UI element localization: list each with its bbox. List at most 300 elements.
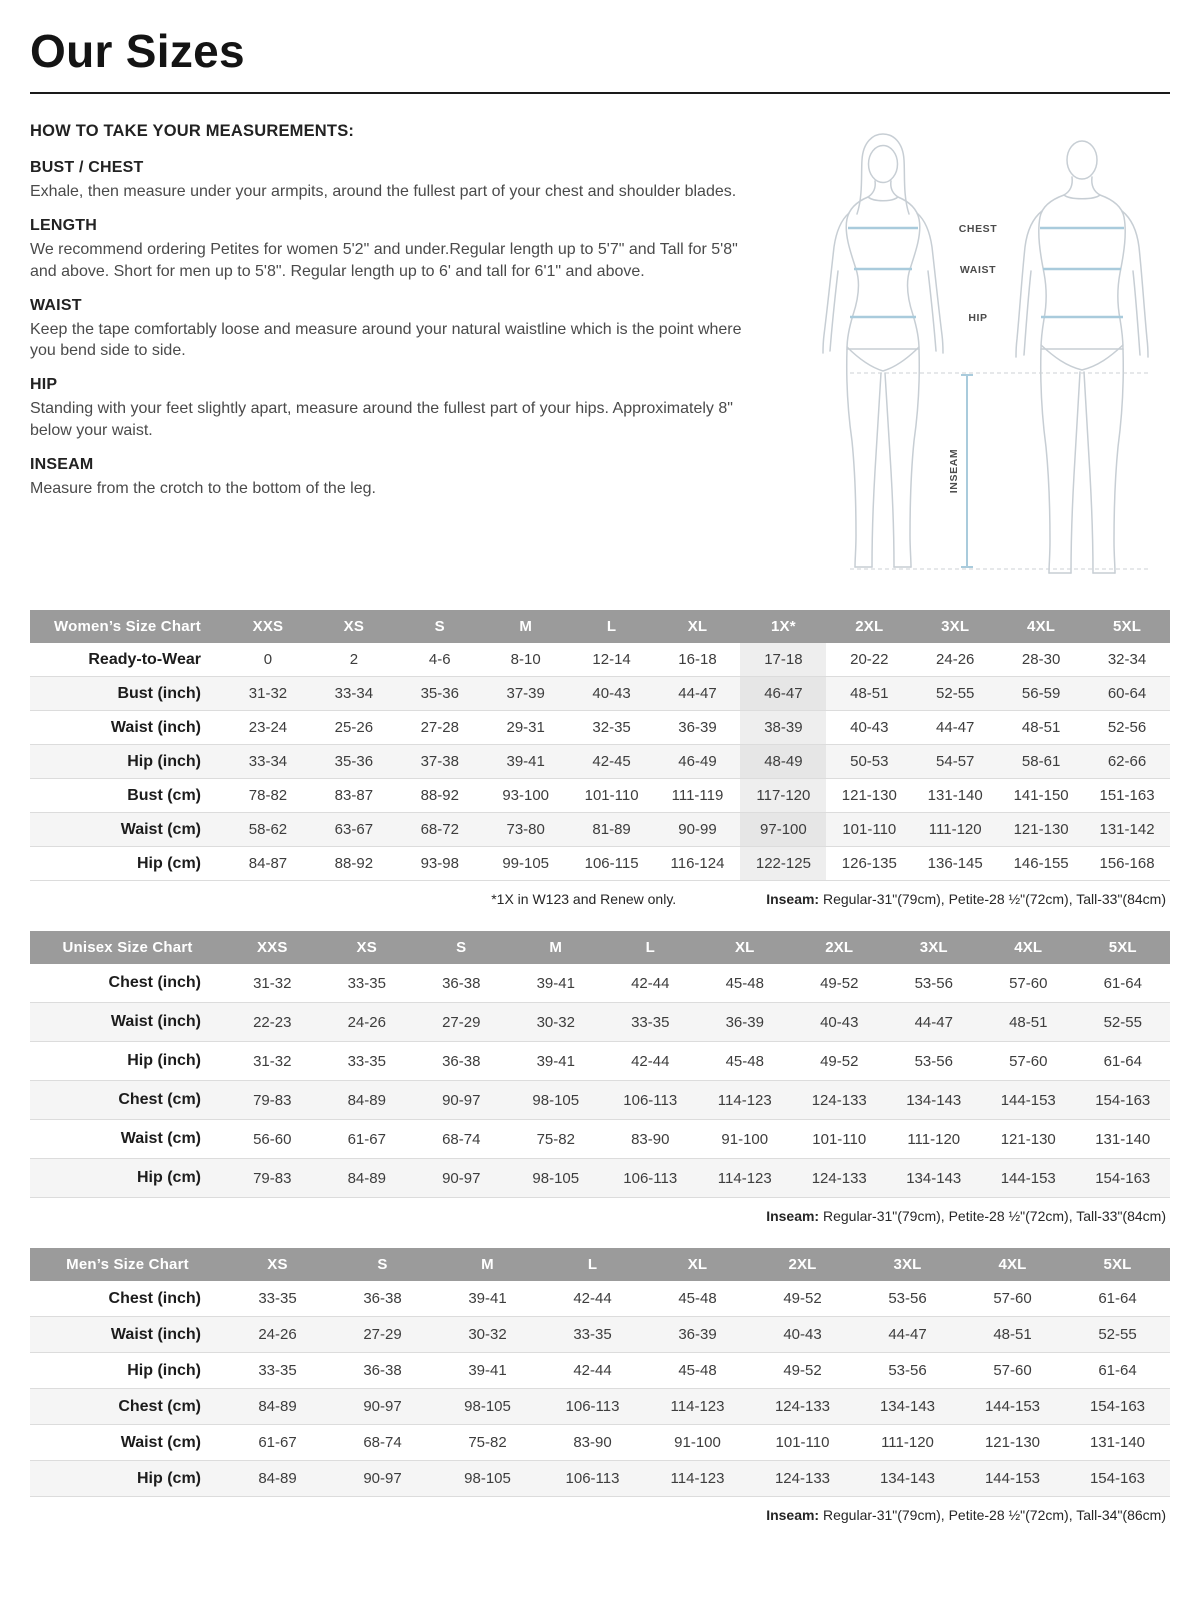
row-label: Chest (cm) bbox=[118, 1091, 201, 1108]
column-header-1x: 1X* bbox=[740, 610, 826, 643]
size-cell: 31-32 bbox=[248, 685, 288, 702]
size-cell: 134-143 bbox=[906, 1091, 962, 1109]
size-cell: 91-100 bbox=[721, 1130, 769, 1148]
size-cell: 23-24 bbox=[248, 719, 288, 736]
size-cell: 24-26 bbox=[936, 651, 975, 668]
size-cell: 151-163 bbox=[1099, 787, 1155, 804]
size-cell: 35-36 bbox=[334, 753, 374, 770]
table-row bbox=[30, 1159, 1170, 1198]
size-cell: 54-57 bbox=[936, 753, 975, 770]
size-cell: 48-49 bbox=[740, 745, 826, 779]
size-cell: 144-153 bbox=[1000, 1091, 1056, 1109]
size-cell: 58-62 bbox=[248, 821, 288, 838]
size-cell: 68-72 bbox=[420, 821, 459, 838]
inseam-note-text: Regular-31"(79cm), Petite-28 ½"(72cm), Tall-34"(86cm) bbox=[819, 1507, 1166, 1523]
column-header-5xl: 5XL bbox=[1076, 931, 1171, 964]
size-cell: 61-64 bbox=[1103, 1052, 1142, 1070]
size-cell: 154-163 bbox=[1089, 1470, 1146, 1487]
size-cell: 28-30 bbox=[1021, 651, 1061, 668]
size-cell: 81-89 bbox=[592, 821, 631, 838]
size-cell: 144-153 bbox=[1000, 1169, 1056, 1187]
inseam-note-text: Regular-31"(79cm), Petite-28 ½"(72cm), Tall-33"(84cm) bbox=[819, 1208, 1166, 1224]
size-cell: 33-34 bbox=[334, 685, 374, 702]
male-figure-outline bbox=[1016, 141, 1148, 573]
column-header-4xl: 4XL bbox=[960, 1248, 1065, 1281]
mens-size-chart-block bbox=[30, 1248, 1170, 1523]
size-cell: 79-83 bbox=[253, 1169, 292, 1187]
size-cell: 83-90 bbox=[573, 1434, 612, 1451]
column-header-2xl: 2XL bbox=[750, 1248, 855, 1281]
table-row bbox=[30, 1081, 1170, 1120]
size-cell: 131-142 bbox=[1099, 821, 1155, 838]
size-cell: 124-133 bbox=[774, 1398, 831, 1415]
size-cell: 33-35 bbox=[347, 974, 386, 992]
table-row bbox=[30, 1353, 1170, 1389]
table-row bbox=[30, 1042, 1170, 1081]
size-cell: 68-74 bbox=[442, 1130, 481, 1148]
size-cell: 52-55 bbox=[1103, 1013, 1142, 1031]
inseam-guide-lines bbox=[850, 373, 1148, 569]
row-label: Bust (inch) bbox=[117, 684, 201, 702]
size-cell: 61-64 bbox=[1098, 1290, 1137, 1307]
size-cell: 101-110 bbox=[842, 821, 897, 838]
row-label: Hip (cm) bbox=[137, 1169, 201, 1186]
size-cell: 57-60 bbox=[993, 1290, 1032, 1307]
size-cell: 45-48 bbox=[678, 1290, 717, 1307]
header-row bbox=[30, 931, 1170, 964]
size-cell: 68-74 bbox=[363, 1434, 402, 1451]
size-cell: 33-35 bbox=[258, 1362, 297, 1379]
size-cell: 84-89 bbox=[347, 1091, 386, 1109]
size-cell: 61-67 bbox=[347, 1130, 386, 1148]
size-cell: 106-113 bbox=[565, 1470, 620, 1487]
row-label: Hip (cm) bbox=[137, 1469, 201, 1487]
size-cell: 44-47 bbox=[678, 685, 717, 702]
table-row bbox=[30, 1003, 1170, 1042]
table-title: Men’s Size Chart bbox=[30, 1248, 225, 1281]
row-label: Bust (cm) bbox=[127, 786, 201, 804]
size-cell: 90-97 bbox=[442, 1091, 481, 1109]
size-cell: 101-110 bbox=[812, 1130, 867, 1148]
column-header-l: L bbox=[540, 1248, 645, 1281]
size-cell: 124-133 bbox=[774, 1470, 831, 1487]
inseam-label: INSEAM bbox=[948, 448, 960, 494]
size-cell: 154-163 bbox=[1089, 1398, 1146, 1415]
size-cell: 131-140 bbox=[927, 787, 983, 804]
table-row bbox=[30, 847, 1170, 881]
size-cell: 73-80 bbox=[506, 821, 545, 838]
measurement-guide bbox=[30, 122, 1170, 592]
size-cell: 114-123 bbox=[717, 1169, 772, 1187]
womens-footnotes bbox=[30, 891, 1170, 907]
column-header-s: S bbox=[330, 1248, 435, 1281]
table-row bbox=[30, 1425, 1170, 1461]
size-cell: 36-39 bbox=[725, 1013, 764, 1031]
size-cell: 44-47 bbox=[936, 719, 975, 736]
size-cell: 98-105 bbox=[464, 1470, 511, 1487]
size-cell: 121-130 bbox=[841, 787, 897, 804]
footnote-1x-note: *1X in W123 and Renew only. bbox=[491, 891, 677, 907]
section-title: INSEAM bbox=[30, 455, 94, 473]
size-cell: 33-35 bbox=[631, 1013, 670, 1031]
size-cell: 106-113 bbox=[623, 1169, 678, 1187]
size-cell: 61-64 bbox=[1098, 1362, 1137, 1379]
size-cell: 42-44 bbox=[631, 974, 670, 992]
size-cell: 42-45 bbox=[592, 753, 631, 770]
row-label: Waist (inch) bbox=[110, 718, 201, 736]
footnote-inseam-note bbox=[766, 1507, 1166, 1523]
row-label: Hip (cm) bbox=[137, 854, 201, 872]
size-cell: 134-143 bbox=[879, 1470, 936, 1487]
size-cell: 122-125 bbox=[740, 847, 826, 881]
size-cell: 39-41 bbox=[468, 1362, 507, 1379]
size-cell: 60-64 bbox=[1107, 685, 1147, 702]
page-title: Our Sizes bbox=[30, 25, 245, 77]
size-cell: 31-32 bbox=[253, 1052, 292, 1070]
hip-label: HIP bbox=[968, 312, 988, 324]
mens-footnotes bbox=[30, 1507, 1170, 1523]
size-cell: 27-28 bbox=[420, 719, 459, 736]
size-cell: 42-44 bbox=[631, 1052, 670, 1070]
column-header-xs: XS bbox=[320, 931, 415, 964]
size-cell: 39-41 bbox=[536, 974, 575, 992]
size-cell: 97-100 bbox=[740, 813, 826, 847]
column-header-m: M bbox=[483, 610, 569, 643]
size-cell: 48-51 bbox=[1021, 719, 1061, 736]
section-title: BUST / CHEST bbox=[30, 159, 144, 176]
row-label: Hip (inch) bbox=[127, 752, 201, 770]
size-cell: 56-59 bbox=[1021, 685, 1061, 702]
header-row bbox=[30, 1248, 1170, 1281]
size-cell: 16-18 bbox=[678, 651, 717, 668]
table-row bbox=[30, 1281, 1170, 1317]
size-cell: 91-100 bbox=[674, 1434, 721, 1451]
row-label: Hip (inch) bbox=[127, 1361, 201, 1379]
size-cell: 12-14 bbox=[592, 651, 631, 668]
size-cell: 90-97 bbox=[363, 1398, 402, 1415]
female-figure-outline bbox=[823, 134, 943, 567]
size-cell: 57-60 bbox=[1009, 1052, 1048, 1070]
size-cell: 126-135 bbox=[841, 855, 897, 872]
measurement-lines bbox=[848, 228, 1124, 567]
size-cell: 52-55 bbox=[1098, 1326, 1137, 1343]
table-row bbox=[30, 779, 1170, 813]
table-row bbox=[30, 1317, 1170, 1353]
size-cell: 48-51 bbox=[1009, 1013, 1048, 1031]
size-cell: 40-43 bbox=[820, 1013, 859, 1031]
size-cell: 46-47 bbox=[740, 677, 826, 711]
inseam-note-text: Regular-31"(79cm), Petite-28 ½"(72cm), Tall-33"(84cm) bbox=[819, 891, 1166, 907]
size-cell: 111-120 bbox=[928, 821, 982, 838]
column-header-2xl: 2XL bbox=[792, 931, 887, 964]
section-bust-chest bbox=[30, 159, 775, 202]
size-cell: 46-49 bbox=[678, 753, 717, 770]
section-body: Measure from the crotch to the bottom of the leg. bbox=[30, 479, 376, 497]
size-cell: 93-100 bbox=[502, 787, 550, 804]
size-cell: 33-35 bbox=[573, 1326, 612, 1343]
measurement-diagram bbox=[795, 122, 1170, 592]
size-cell: 33-35 bbox=[347, 1052, 386, 1070]
size-cell: 4-6 bbox=[428, 651, 451, 668]
size-cell: 27-29 bbox=[442, 1013, 481, 1031]
size-cell: 2 bbox=[349, 651, 359, 668]
waist-label: WAIST bbox=[959, 264, 997, 276]
header-row bbox=[30, 610, 1170, 643]
size-cell: 90-99 bbox=[678, 821, 717, 838]
size-cell: 83-90 bbox=[631, 1130, 670, 1148]
column-header-4xl: 4XL bbox=[998, 610, 1084, 643]
size-cell: 36-39 bbox=[678, 719, 717, 736]
row-label: Waist (cm) bbox=[120, 820, 201, 838]
column-header-s: S bbox=[414, 931, 509, 964]
size-cell: 111-120 bbox=[907, 1130, 961, 1148]
size-cell: 78-82 bbox=[248, 787, 288, 804]
size-cell: 36-39 bbox=[678, 1326, 717, 1343]
size-cell: 75-82 bbox=[468, 1434, 507, 1451]
size-cell: 20-22 bbox=[850, 651, 889, 668]
column-header-3xl: 3XL bbox=[912, 610, 998, 643]
size-cell: 88-92 bbox=[334, 855, 374, 872]
size-cell: 27-29 bbox=[363, 1326, 402, 1343]
size-cell: 44-47 bbox=[888, 1326, 927, 1343]
size-cell: 52-56 bbox=[1107, 719, 1147, 736]
table-row bbox=[30, 711, 1170, 745]
womens-size-chart bbox=[30, 610, 1170, 881]
size-cell: 45-48 bbox=[678, 1362, 717, 1379]
column-header-m: M bbox=[509, 931, 604, 964]
row-label: Chest (inch) bbox=[108, 974, 201, 991]
size-cell: 33-34 bbox=[248, 753, 288, 770]
column-header-xxs: XXS bbox=[225, 931, 320, 964]
size-cell: 49-52 bbox=[783, 1362, 822, 1379]
size-cell: 57-60 bbox=[1009, 974, 1048, 992]
size-cell: 57-60 bbox=[993, 1362, 1032, 1379]
size-cell: 121-130 bbox=[1000, 1130, 1056, 1148]
size-cell: 56-60 bbox=[253, 1130, 292, 1148]
column-header-l: L bbox=[569, 610, 655, 643]
size-cell: 31-32 bbox=[253, 974, 292, 992]
column-header-m: M bbox=[435, 1248, 540, 1281]
size-cell: 98-105 bbox=[532, 1091, 580, 1109]
size-cell: 63-67 bbox=[334, 821, 374, 838]
size-cell: 114-123 bbox=[670, 1398, 725, 1415]
column-header-5xl: 5XL bbox=[1065, 1248, 1170, 1281]
size-cell: 50-53 bbox=[850, 753, 889, 770]
size-cell: 61-67 bbox=[258, 1434, 297, 1451]
section-hip bbox=[30, 376, 775, 441]
size-cell: 90-97 bbox=[363, 1470, 402, 1487]
size-cell: 121-130 bbox=[984, 1434, 1041, 1451]
unisex-size-chart-block bbox=[30, 931, 1170, 1224]
row-label: Waist (inch) bbox=[110, 1013, 201, 1030]
row-label: Hip (inch) bbox=[127, 1052, 201, 1069]
size-cell: 53-56 bbox=[888, 1362, 927, 1379]
size-cell: 40-43 bbox=[850, 719, 889, 736]
table-row bbox=[30, 1120, 1170, 1159]
size-cell: 99-105 bbox=[502, 855, 550, 872]
size-cell: 62-66 bbox=[1107, 753, 1147, 770]
size-cell: 32-34 bbox=[1107, 651, 1147, 668]
size-cell: 22-23 bbox=[253, 1013, 292, 1031]
size-cell: 90-97 bbox=[442, 1169, 481, 1187]
size-cell: 37-39 bbox=[506, 685, 545, 702]
size-cell: 40-43 bbox=[783, 1326, 822, 1343]
section-title: WAIST bbox=[30, 296, 82, 314]
size-cell: 116-124 bbox=[670, 855, 725, 872]
size-cell: 141-150 bbox=[1013, 787, 1069, 804]
column-header-xl: XL bbox=[655, 610, 741, 643]
column-header-5xl: 5XL bbox=[1084, 610, 1170, 643]
unisex-size-chart bbox=[30, 931, 1170, 1198]
section-body: Standing with your feet slightly apart, measure around the fullest part of your hips. Approximately 8" below your waist. bbox=[30, 400, 733, 439]
size-cell: 136-145 bbox=[927, 855, 983, 872]
size-cell: 39-41 bbox=[468, 1290, 507, 1307]
size-cell: 49-52 bbox=[820, 974, 859, 992]
column-header-xl: XL bbox=[698, 931, 793, 964]
size-cell: 17-18 bbox=[740, 643, 826, 677]
column-header-l: L bbox=[603, 931, 698, 964]
size-cell: 154-163 bbox=[1095, 1169, 1151, 1187]
size-cell: 30-32 bbox=[468, 1326, 507, 1343]
measurement-instructions bbox=[30, 122, 775, 592]
row-label: Ready-to-Wear bbox=[88, 650, 201, 668]
size-cell: 36-38 bbox=[363, 1362, 402, 1379]
footnote-inseam-note bbox=[766, 1208, 1166, 1224]
size-cell: 106-113 bbox=[565, 1398, 620, 1415]
size-cell: 111-120 bbox=[881, 1434, 934, 1451]
column-header-xs: XS bbox=[311, 610, 397, 643]
size-cell: 44-47 bbox=[914, 1013, 953, 1031]
size-cell: 131-140 bbox=[1089, 1434, 1146, 1451]
table-row bbox=[30, 964, 1170, 1003]
size-cell: 61-64 bbox=[1103, 974, 1142, 992]
size-cell: 75-82 bbox=[536, 1130, 575, 1148]
table-row bbox=[30, 813, 1170, 847]
column-header-xxs: XXS bbox=[225, 610, 311, 643]
footnote-inseam-note bbox=[766, 891, 1166, 907]
size-cell: 131-140 bbox=[1095, 1130, 1151, 1148]
mens-size-chart bbox=[30, 1248, 1170, 1497]
size-cell: 106-115 bbox=[584, 855, 639, 872]
size-cell: 48-51 bbox=[850, 685, 889, 702]
size-cell: 24-26 bbox=[258, 1326, 297, 1343]
size-cell: 39-41 bbox=[536, 1052, 575, 1070]
size-cell: 98-105 bbox=[464, 1398, 511, 1415]
size-cell: 58-61 bbox=[1021, 753, 1061, 770]
size-cell: 30-32 bbox=[536, 1013, 575, 1031]
row-label: Waist (cm) bbox=[120, 1130, 201, 1147]
size-cell: 98-105 bbox=[532, 1169, 580, 1187]
size-cell: 45-48 bbox=[725, 974, 764, 992]
size-cell: 124-133 bbox=[811, 1169, 867, 1187]
section-body: Exhale, then measure under your armpits, around the fullest part of your chest and shoulder blades. bbox=[30, 183, 737, 200]
size-cell: 79-83 bbox=[253, 1091, 292, 1109]
size-cell: 106-113 bbox=[623, 1091, 678, 1109]
size-cell: 37-38 bbox=[420, 753, 459, 770]
size-cell: 93-98 bbox=[420, 855, 459, 872]
row-label: Chest (inch) bbox=[108, 1289, 201, 1307]
size-cell: 36-38 bbox=[363, 1290, 402, 1307]
size-cell: 29-31 bbox=[506, 719, 545, 736]
size-cell: 53-56 bbox=[914, 974, 953, 992]
title-divider bbox=[30, 92, 1170, 94]
section-inseam bbox=[30, 456, 775, 499]
womens-size-table bbox=[30, 610, 1170, 881]
size-cell: 84-87 bbox=[248, 855, 288, 872]
column-header-xs: XS bbox=[225, 1248, 330, 1281]
table-row bbox=[30, 643, 1170, 677]
column-header-xl: XL bbox=[645, 1248, 750, 1281]
table-row bbox=[30, 1389, 1170, 1425]
size-cell: 154-163 bbox=[1095, 1091, 1151, 1109]
body-figures-illustration bbox=[795, 122, 1170, 592]
size-cell: 111-119 bbox=[671, 787, 724, 804]
size-cell: 25-26 bbox=[334, 719, 374, 736]
size-cell: 36-38 bbox=[442, 1052, 481, 1070]
size-cell: 38-39 bbox=[740, 711, 826, 745]
size-cell: 134-143 bbox=[906, 1169, 962, 1187]
inseam-note-label: Inseam: bbox=[766, 1208, 820, 1224]
table-row bbox=[30, 1461, 1170, 1497]
size-cell: 84-89 bbox=[258, 1398, 297, 1415]
size-cell: 114-123 bbox=[717, 1091, 772, 1109]
size-cell: 36-38 bbox=[442, 974, 481, 992]
section-waist bbox=[30, 297, 775, 362]
column-header-2xl: 2XL bbox=[826, 610, 912, 643]
size-cell: 114-123 bbox=[670, 1470, 725, 1487]
section-body: We recommend ordering Petites for women 5'2" and under.Regular length up to 5'7" and Tall for 5'8" and above. Short for men up to 5'8". Regular length up to 6' and tall for 6'1" and above. bbox=[30, 241, 738, 280]
size-cell: 117-120 bbox=[740, 779, 826, 813]
size-cell: 84-89 bbox=[347, 1169, 386, 1187]
size-cell: 144-153 bbox=[984, 1470, 1041, 1487]
size-cell: 156-168 bbox=[1099, 855, 1155, 872]
column-header-3xl: 3XL bbox=[887, 931, 982, 964]
size-cell: 146-155 bbox=[1013, 855, 1069, 872]
size-cell: 33-35 bbox=[258, 1290, 297, 1307]
table-row bbox=[30, 745, 1170, 779]
size-cell: 84-89 bbox=[258, 1470, 297, 1487]
unisex-size-table bbox=[30, 931, 1170, 1198]
size-cell: 49-52 bbox=[820, 1052, 859, 1070]
column-header-3xl: 3XL bbox=[855, 1248, 960, 1281]
size-cell: 39-41 bbox=[506, 753, 545, 770]
column-header-s: S bbox=[397, 610, 483, 643]
size-cell: 53-56 bbox=[914, 1052, 953, 1070]
mens-size-table bbox=[30, 1248, 1170, 1497]
size-cell: 121-130 bbox=[1013, 821, 1069, 838]
size-cell: 124-133 bbox=[811, 1091, 867, 1109]
size-cell: 134-143 bbox=[879, 1398, 936, 1415]
section-title: LENGTH bbox=[30, 217, 97, 235]
size-cell: 40-43 bbox=[592, 685, 631, 702]
size-cell: 24-26 bbox=[347, 1013, 386, 1031]
table-title: Unisex Size Chart bbox=[30, 931, 225, 964]
size-cell: 35-36 bbox=[420, 685, 459, 702]
row-label: Chest (cm) bbox=[118, 1397, 201, 1415]
size-cell: 49-52 bbox=[783, 1290, 822, 1307]
size-cell: 0 bbox=[263, 651, 273, 668]
size-cell: 32-35 bbox=[592, 719, 631, 736]
size-cell: 88-92 bbox=[420, 787, 459, 804]
row-label: Waist (inch) bbox=[110, 1325, 201, 1343]
size-cell: 53-56 bbox=[888, 1290, 927, 1307]
unisex-footnotes bbox=[30, 1208, 1170, 1224]
row-label: Waist (cm) bbox=[120, 1433, 201, 1451]
inseam-note-label: Inseam: bbox=[766, 891, 820, 907]
instructions-heading: HOW TO TAKE YOUR MEASUREMENTS: bbox=[30, 122, 355, 140]
size-cell: 144-153 bbox=[984, 1398, 1041, 1415]
section-title: HIP bbox=[30, 376, 58, 394]
